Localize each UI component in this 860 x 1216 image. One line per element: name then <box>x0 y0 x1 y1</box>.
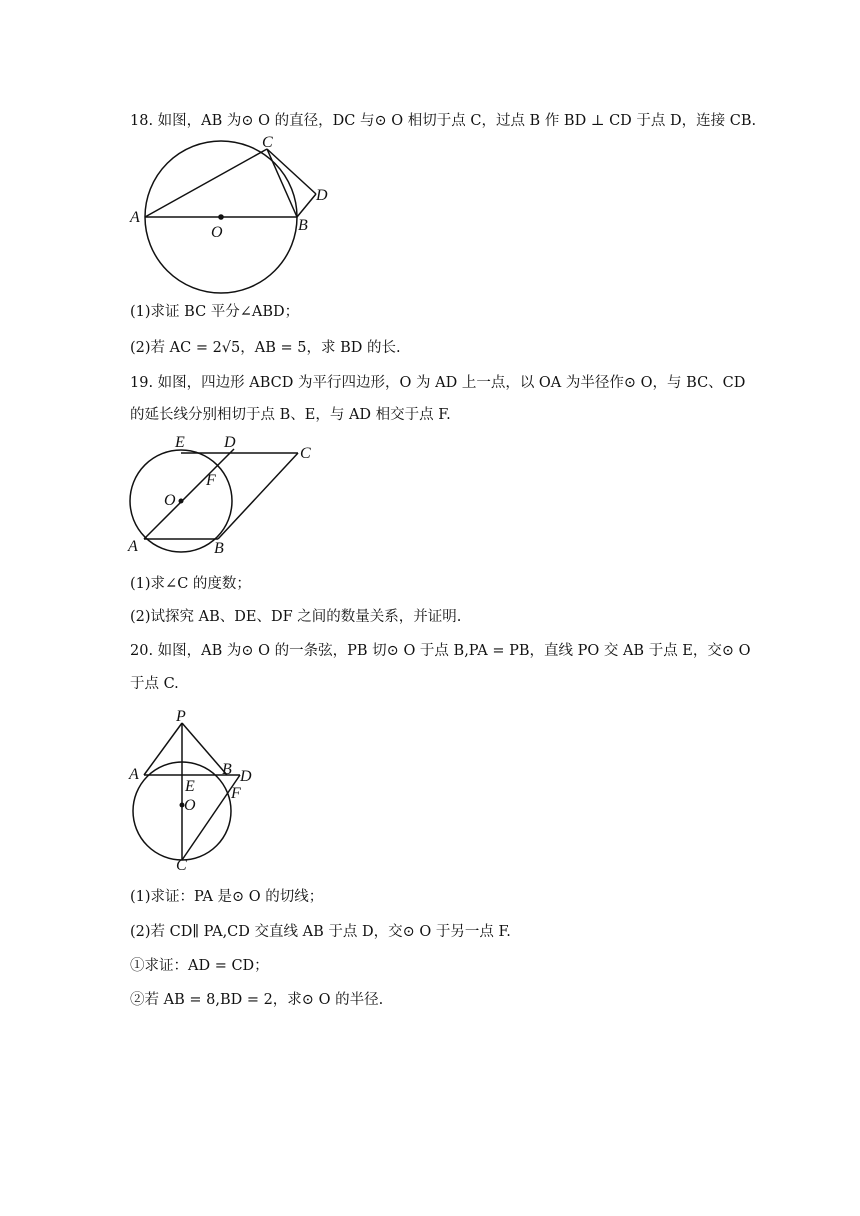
q19-label-f: F <box>206 472 216 489</box>
q20-stem-line1: 20. 如图，AB 为⊙ O 的一条弦，PB 切⊙ O 于点 B,PA = PB，直线 PO 交 AB 于点 E，交⊙ O <box>130 643 751 659</box>
q19-label-o: O <box>164 492 176 509</box>
q18-label-b: B <box>298 217 308 234</box>
q18-label-a: A <box>130 209 140 226</box>
q20-sub2: ②若 AB = 8,BD = 2，求⊙ O 的半径. <box>130 992 384 1008</box>
q18-part2: (2)若 AC = 2√5，AB = 5，求 BD 的长. <box>130 340 401 356</box>
q20-label-a: A <box>129 766 139 783</box>
q20-part1: (1)求证：PA 是⊙ O 的切线； <box>130 889 324 905</box>
q19-stem-line1: 19. 如图，四边形 ABCD 为平行四边形，O 为 AD 上一点，以 OA 为半径作⊙ O，与 BC、CD <box>130 375 746 391</box>
q20-label-e: E <box>185 778 195 795</box>
q19-side-bc <box>218 453 298 539</box>
q20-part2: (2)若 CD∥ PA,CD 交直线 AB 于点 D，交⊙ O 于另一点 F. <box>130 924 511 940</box>
q19-label-a: A <box>128 538 138 555</box>
q18-label-d: D <box>316 187 328 204</box>
q19-part2: (2)试探究 AB、DE、DF 之间的数量关系，并证明. <box>130 609 462 625</box>
q19-part1: (1)求∠C 的度数； <box>130 576 251 592</box>
q20-label-p: P <box>176 708 186 725</box>
q19-label-c: C <box>300 445 311 462</box>
q20-figure <box>124 704 264 874</box>
q18-center-dot <box>218 214 224 220</box>
q20-stem-line2: 于点 C. <box>130 676 179 692</box>
q19-label-b: B <box>214 540 224 557</box>
q20-tangent-pa <box>144 723 182 775</box>
q20-sub1: ①求证：AD = CD； <box>130 958 269 974</box>
q20-label-b: B <box>222 761 232 778</box>
q19-stem-line2: 的延长线分别相切于点 B、E，与 AD 相交于点 F. <box>130 407 451 423</box>
q18-part1: (1)求证 BC 平分∠ABD； <box>130 304 300 320</box>
q20-label-f: F <box>231 785 241 802</box>
q20-label-d: D <box>240 768 252 785</box>
q19-label-e: E <box>175 434 185 451</box>
q20-label-o: O <box>184 797 196 814</box>
q19-label-d: D <box>224 434 236 451</box>
q18-label-o: O <box>211 224 223 241</box>
q18-label-c: C <box>262 134 273 151</box>
q20-label-c: C <box>176 857 187 874</box>
q18-figure <box>124 134 344 304</box>
q18-stem: 18. 如图，AB 为⊙ O 的直径，DC 与⊙ O 相切于点 C，过点 B 作 BD ⊥ CD 于点 D，连接 CB. <box>130 113 757 129</box>
q18-segment-cb <box>267 149 297 217</box>
q19-side-ad <box>144 449 234 539</box>
q18-segment-bd <box>297 194 316 217</box>
q19-center-dot <box>179 499 184 504</box>
q18-chord-ac <box>145 149 267 217</box>
q19-figure <box>124 432 324 560</box>
